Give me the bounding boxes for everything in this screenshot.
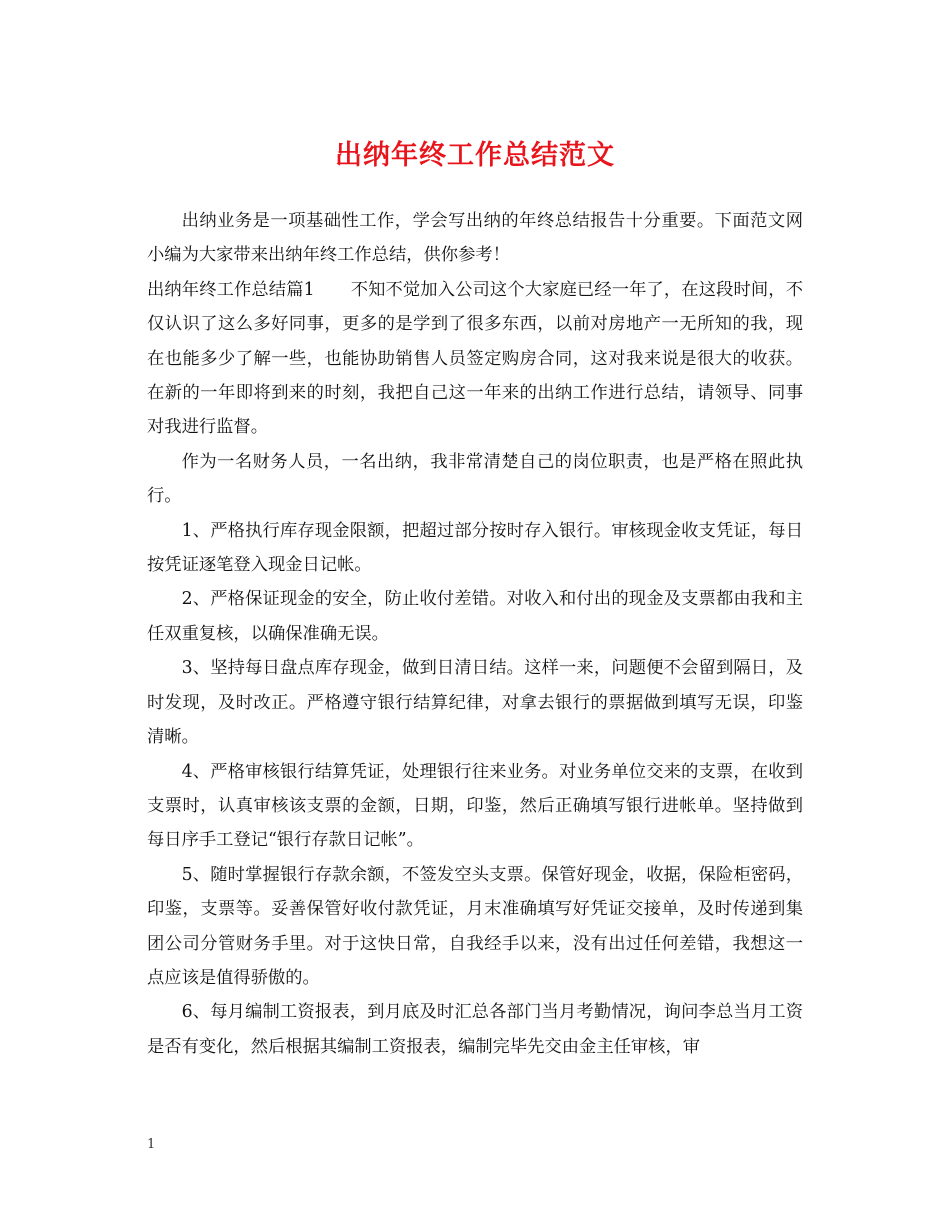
chapter-paragraph	[147, 273, 803, 445]
chapter-heading: 出纳年终工作总结篇1	[147, 279, 315, 300]
paragraph-item-1: 1、严格执行库存现金限额，把超过部分按时存入银行。审核现金收支凭证，每日按凭证逐笔登入现金日记帐。	[147, 520, 803, 576]
paragraph-item-6: 6、每月编制工资报表，到月底及时汇总各部门当月考勤情况，询问李总当月工资是否有变化，然后根据其编制工资报表，编制完毕先交由金主任审核，审	[147, 1002, 803, 1057]
document-body	[147, 204, 803, 1064]
paragraph-item-4: 4、严格审核银行结算凭证，处理银行往来业务。对业务单位交来的支票，在收到支票时，认真审核该支票的金额，日期，印鉴，然后正确填写银行进帐单。坚持做到每日序手工登记“银行存款日记帐”。	[147, 761, 803, 851]
paragraph-item-2: 2、严格保证现金的安全，防止收付差错。对收入和付出的现金及支票都由我和主任双重复核，以确保准确无误。	[147, 589, 803, 644]
paragraph-item-5: 5、随时掌握银行存款余额，不签发空头支票。保管好现金，收据，保险柜密码，印鉴，支票等。妥善保管好收付款凭证，月末准确填写好凭证交接单，及时传递到集团公司分管财务手里。对于这快日常，自我经手以来，没有出过任何差错，我想这一点应该是值得骄傲的。	[147, 864, 803, 988]
paragraph-item-3: 3、坚持每日盘点库存现金，做到日清日结。这样一来，问题便不会留到隔日，及时发现，及时改正。严格遵守银行结算纪律，对拿去银行的票据做到填写无误，印鉴清晰。	[147, 658, 803, 748]
intro-paragraph: 出纳业务是一项基础性工作，学会写出纳的年终总结报告十分重要。下面范文网小编为大家带来出纳年终工作总结，供你参考！	[147, 211, 803, 266]
page-number: 1	[147, 1137, 156, 1152]
paragraph-duty: 作为一名财务人员，一名出纳，我非常清楚自己的岗位职责，也是严格在照此执行。	[147, 451, 803, 507]
chapter-text: 不知不觉加入公司这个大家庭已经一年了，在这段时间，不仅认识了这么多好同事，更多的是学到了很多东西，以前对房地产一无所知的我，现在也能多少了解一些，也能协助销售人员签定购房合同，这对我来说是很大的收获。在新的一年即将到来的时刻，我把自己这一年来的出纳工作进行总结，请领导、同事对我进行监督。	[147, 279, 803, 438]
document-title: 出纳年终工作总结范文	[335, 140, 615, 171]
